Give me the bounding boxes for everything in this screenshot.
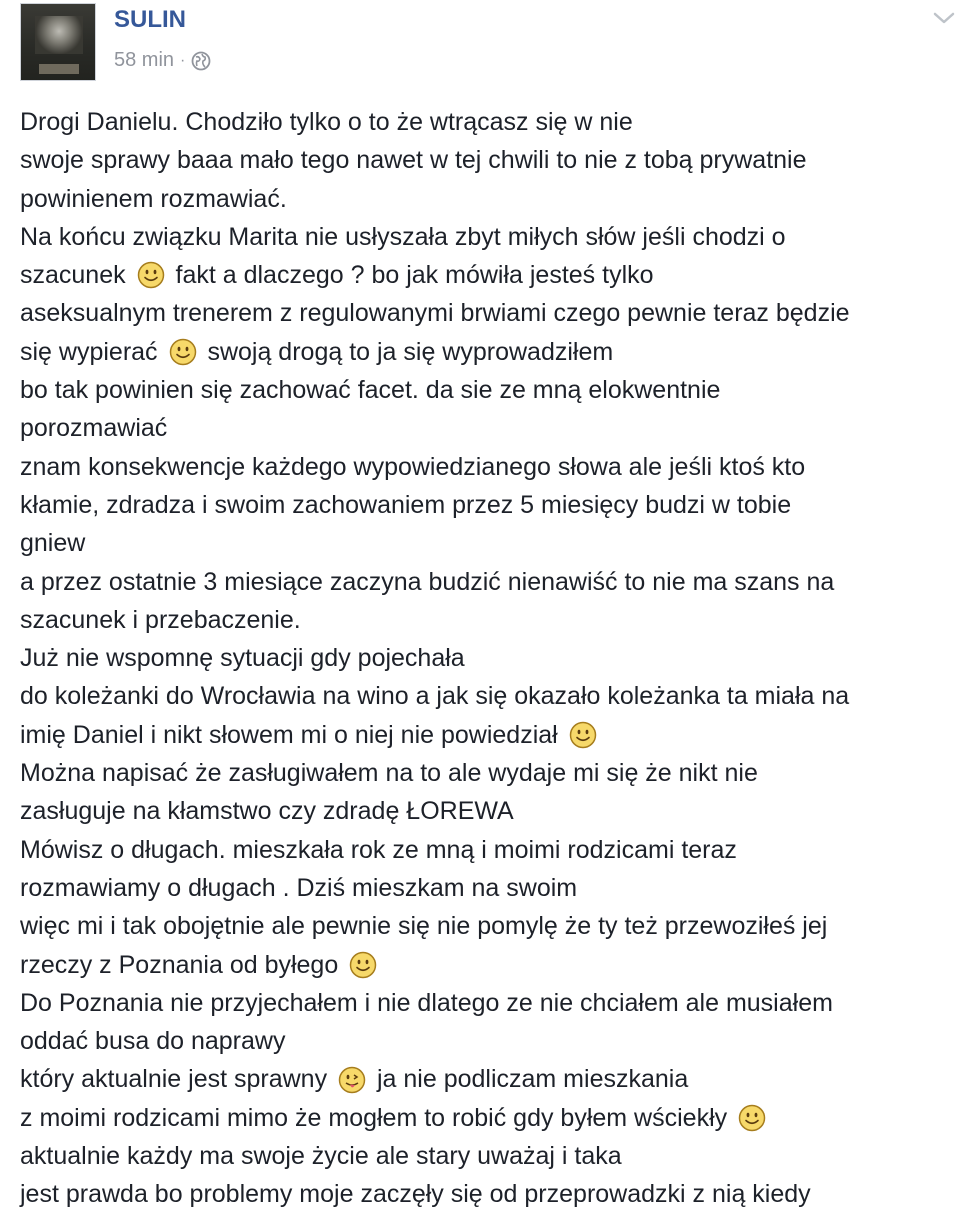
- post-text-segment: powinienem rozmawiać.: [20, 184, 287, 213]
- post-text-line: [20, 524, 960, 562]
- post-text-segment: Mówisz o długach. mieszkała rok ze mną i moimi rodzicami teraz: [20, 835, 737, 864]
- post-text-segment: rozmawiamy o długach . Dziś mieszkam na swoim: [20, 873, 578, 902]
- post-text-segment: jest prawda bo problemy moje zaczęły się od przeprowadzki z nią kiedy: [20, 1180, 811, 1209]
- avatar-caption: [39, 64, 79, 74]
- post-text-line: [20, 141, 960, 179]
- globe-icon[interactable]: [191, 51, 211, 71]
- post-text-segment: aktualnie każdy ma swoje życie ale stary uważaj i taka: [20, 1142, 622, 1171]
- author-name[interactable]: SULIN: [114, 6, 186, 33]
- post-meta: [114, 49, 211, 72]
- post-text-segment: zasługuje na kłamstwo czy zdradę ŁOREWA: [20, 797, 514, 826]
- post-text-segment: aseksualnym trenerem z regulowanymi brwiami czego pewnie teraz będzie: [20, 299, 850, 328]
- post-text-segment: rzeczy z Poznania od byłego: [20, 950, 346, 979]
- avatar-image: [35, 16, 83, 54]
- post-text-segment: oddać busa do naprawy: [20, 1027, 286, 1056]
- post-text-segment: kłamie, zdradza i swoim zachowaniem przez 5 miesięcy budzi w tobie: [20, 490, 792, 519]
- post-text-segment: Na końcu związku Marita nie usłyszała zbyt miłych słów jeśli chodzi o: [20, 222, 786, 251]
- post-text-line: [20, 792, 960, 830]
- post-text-segment: Drogi Danielu. Chodziło tylko o to że wtrącasz się w nie: [20, 108, 633, 136]
- post-text-line: [20, 984, 960, 1022]
- post-text-segment: się wypierać: [20, 337, 165, 366]
- post-text-line: [20, 1175, 960, 1213]
- smile-emoji: [738, 1104, 766, 1132]
- post-text-line: [20, 1022, 960, 1060]
- post-text-segment: swoją drogą to ja się wyprowadziłem: [200, 337, 614, 366]
- post-text-line: [20, 563, 960, 601]
- chevron-down-icon[interactable]: [932, 10, 956, 26]
- post-text-segment: fakt a dlaczego ? bo jak mówiła jesteś tylko: [168, 261, 654, 290]
- post-text-segment: znam konsekwencje każdego wypowiedzianego słowa ale jeśli ktoś kto: [20, 452, 806, 481]
- post-text-line: [20, 639, 960, 677]
- post-text-segment: do koleżanki do Wrocławia na wino a jak się okazało koleżanka ta miała na: [20, 682, 850, 711]
- post-text-line: [20, 601, 960, 639]
- smile-emoji: [349, 951, 377, 979]
- post-text-segment: a przez ostatnie 3 miesiące zaczyna budzić nienawiść to nie ma szans na: [20, 567, 835, 596]
- post-text-segment: szacunek: [20, 261, 133, 290]
- post-text-segment: ja nie podliczam mieszkania: [370, 1065, 689, 1094]
- post-text-line: [20, 907, 960, 945]
- post-text-segment: Można napisać że zasługiwałem na to ale wydaje mi się że nikt nie: [20, 759, 758, 788]
- post-text-line: [20, 1137, 960, 1175]
- post-text-segment: porozmawiać: [20, 414, 168, 443]
- post-text-segment: który aktualnie jest sprawny: [20, 1065, 335, 1094]
- post-text-segment: szacunek i przebaczenie.: [20, 605, 301, 634]
- post-text-line: [20, 486, 960, 524]
- smile-emoji: [569, 721, 597, 749]
- smile-emoji: [137, 261, 165, 289]
- post-text-segment: bo tak powinien się zachować facet. da sie ze mną elokwentnie: [20, 376, 721, 405]
- post-text-line: [20, 1099, 960, 1137]
- post-text-line: [20, 333, 960, 371]
- author-avatar[interactable]: [20, 3, 96, 81]
- post-text-line: [20, 180, 960, 218]
- post-text-line: [20, 831, 960, 869]
- post-text-line: [20, 103, 960, 141]
- post-text-line: [20, 754, 960, 792]
- post-text-line: [20, 294, 960, 332]
- post-text-line: [20, 409, 960, 447]
- post-text-line: [20, 869, 960, 907]
- meta-separator: ·: [180, 51, 186, 69]
- post-text-segment: imię Daniel i nikt słowem mi o niej nie powiedział: [20, 720, 565, 749]
- post-text-segment: więc mi i tak obojętnie ale pewnie się nie pomylę że ty też przewoziłeś jej: [20, 912, 828, 941]
- smile-emoji: [169, 338, 197, 366]
- post-text-line: [20, 218, 960, 256]
- post-text-line: [20, 256, 960, 294]
- post-body: [20, 103, 960, 1214]
- post-timestamp[interactable]: 58 min: [114, 49, 175, 71]
- post-text-line: [20, 716, 960, 754]
- post-text-segment: swoje sprawy baaa mało tego nawet w tej chwili to nie z tobą prywatnie: [20, 146, 807, 175]
- post-text-segment: Do Poznania nie przyjechałem i nie dlatego ze nie chciałem ale musiałem: [20, 988, 833, 1017]
- post-text-line: [20, 371, 960, 409]
- post-text-line: [20, 448, 960, 486]
- tongue-emoji: [338, 1066, 366, 1094]
- post-text-line: [20, 1060, 960, 1098]
- post-text-line: [20, 677, 960, 715]
- post-text-segment: Już nie wspomnę sytuacji gdy pojechała: [20, 644, 465, 673]
- post-text-segment: z moimi rodzicami mimo że mogłem to robić gdy byłem wściekły: [20, 1103, 735, 1132]
- post-text-line: [20, 946, 960, 984]
- post-text-segment: gniew: [20, 529, 86, 558]
